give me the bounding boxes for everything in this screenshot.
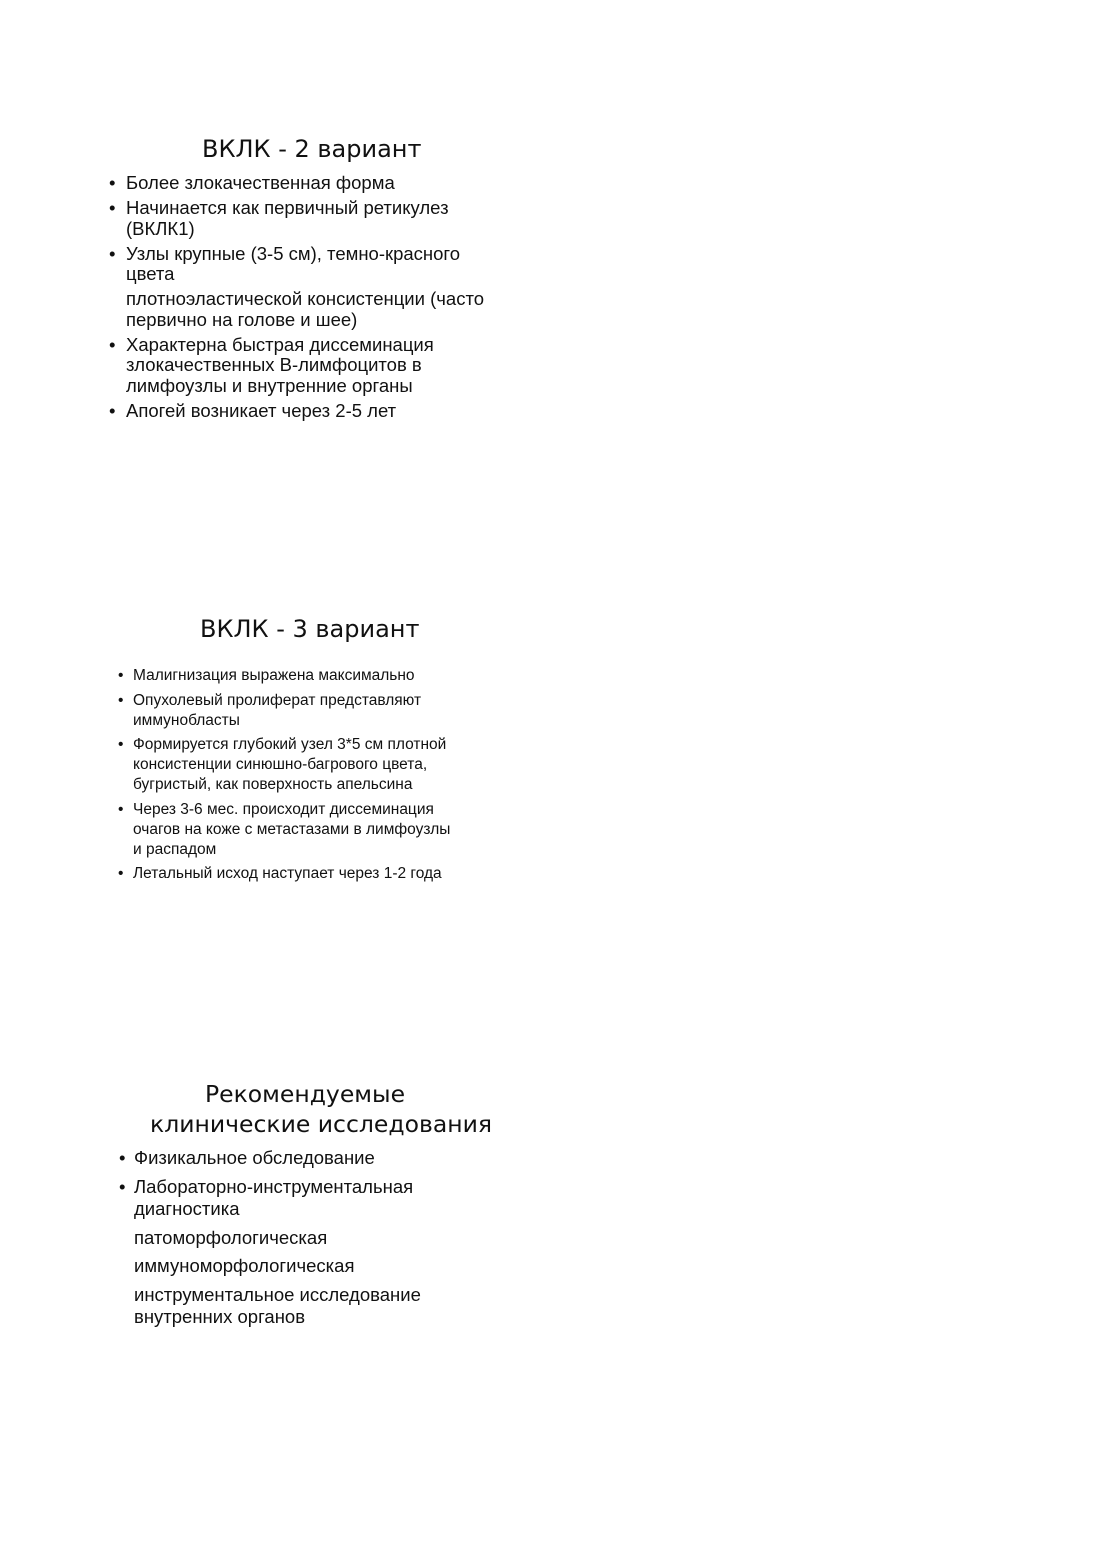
- slide-title-line: клинические исследования: [150, 1109, 493, 1138]
- list-item-text: Малигнизация выражена максимально: [133, 667, 415, 684]
- list-item-text: Лабораторно-инструментальная диагностика: [134, 1175, 414, 1219]
- list-item-text: патоморфологическая: [134, 1226, 328, 1248]
- list-item-text: Через 3-6 мес. происходит диссеминация очагов на коже с метастазами в лимфоузлы и распадом: [133, 800, 451, 858]
- bullet-list: [108, 173, 508, 426]
- bullet-icon: •: [118, 800, 124, 818]
- bullet-icon: •: [118, 691, 124, 709]
- bullet-icon: •: [118, 667, 124, 684]
- list-item-text: плотноэластической консистенции (часто первично на голове и шее): [126, 288, 485, 330]
- list-item-text: иммуноморфологическая: [134, 1255, 355, 1276]
- slide-title: [150, 1080, 493, 1139]
- bullet-icon: •: [109, 172, 116, 193]
- bullet-icon: •: [109, 242, 116, 264]
- bullet-icon: •: [109, 399, 116, 421]
- bullet-icon: •: [118, 736, 124, 753]
- list-item-continuation: [118, 1284, 478, 1329]
- list-item-text: Более злокачественная форма: [126, 172, 395, 193]
- slide-title: ВКЛК - 2 вариант: [202, 135, 422, 163]
- bullet-list: [118, 1147, 478, 1335]
- list-item: [118, 1147, 478, 1170]
- list-item-text: Летальный исход наступает через 1-2 года: [133, 865, 442, 882]
- bullet-icon: •: [109, 333, 116, 355]
- list-item: [108, 244, 508, 285]
- list-item: [118, 1176, 478, 1221]
- slide-title-line: Рекомендуемые: [204, 1080, 406, 1108]
- list-item-continuation: [118, 1227, 478, 1250]
- bullet-icon: •: [109, 197, 116, 218]
- slide-title: ВКЛК - 3 вариант: [200, 615, 420, 643]
- list-item-text: Узлы крупные (3-5 см), темно-красного цвета: [126, 242, 461, 284]
- list-item: [108, 401, 508, 422]
- list-item: [108, 198, 508, 239]
- list-item-text: Опухолевый пролиферат представляют иммунобласты: [133, 691, 422, 729]
- list-item: [118, 691, 498, 731]
- list-item-text: инструментальное исследование внутренних органов: [134, 1283, 421, 1327]
- list-item: [118, 800, 498, 860]
- bullet-icon: •: [119, 1147, 126, 1168]
- list-item-continuation: [108, 289, 508, 330]
- list-item-text: Начинается как первичный ретикулез (ВКЛК1): [126, 197, 449, 239]
- bullet-icon: •: [119, 1175, 126, 1197]
- list-item: [118, 735, 498, 795]
- list-item-text: Физикальное обследование: [134, 1147, 375, 1168]
- list-item-text: Формируется глубокий узел 3*5 см плотной консистенции синюшно-багрового цвета, бугристый, как поверхность апельсина: [133, 736, 447, 793]
- bullet-list: [118, 666, 498, 889]
- list-item: [118, 864, 498, 884]
- list-item-continuation: [118, 1255, 478, 1278]
- list-item: [118, 666, 498, 686]
- list-item-text: Характерна быстрая диссеминация злокачественных В-лимфоцитов в лимфоузлы и внутренние органы: [126, 333, 434, 396]
- bullet-icon: •: [118, 865, 124, 882]
- list-item: [108, 335, 508, 397]
- list-item: [108, 173, 508, 194]
- list-item-text: Апогей возникает через 2-5 лет: [126, 399, 397, 421]
